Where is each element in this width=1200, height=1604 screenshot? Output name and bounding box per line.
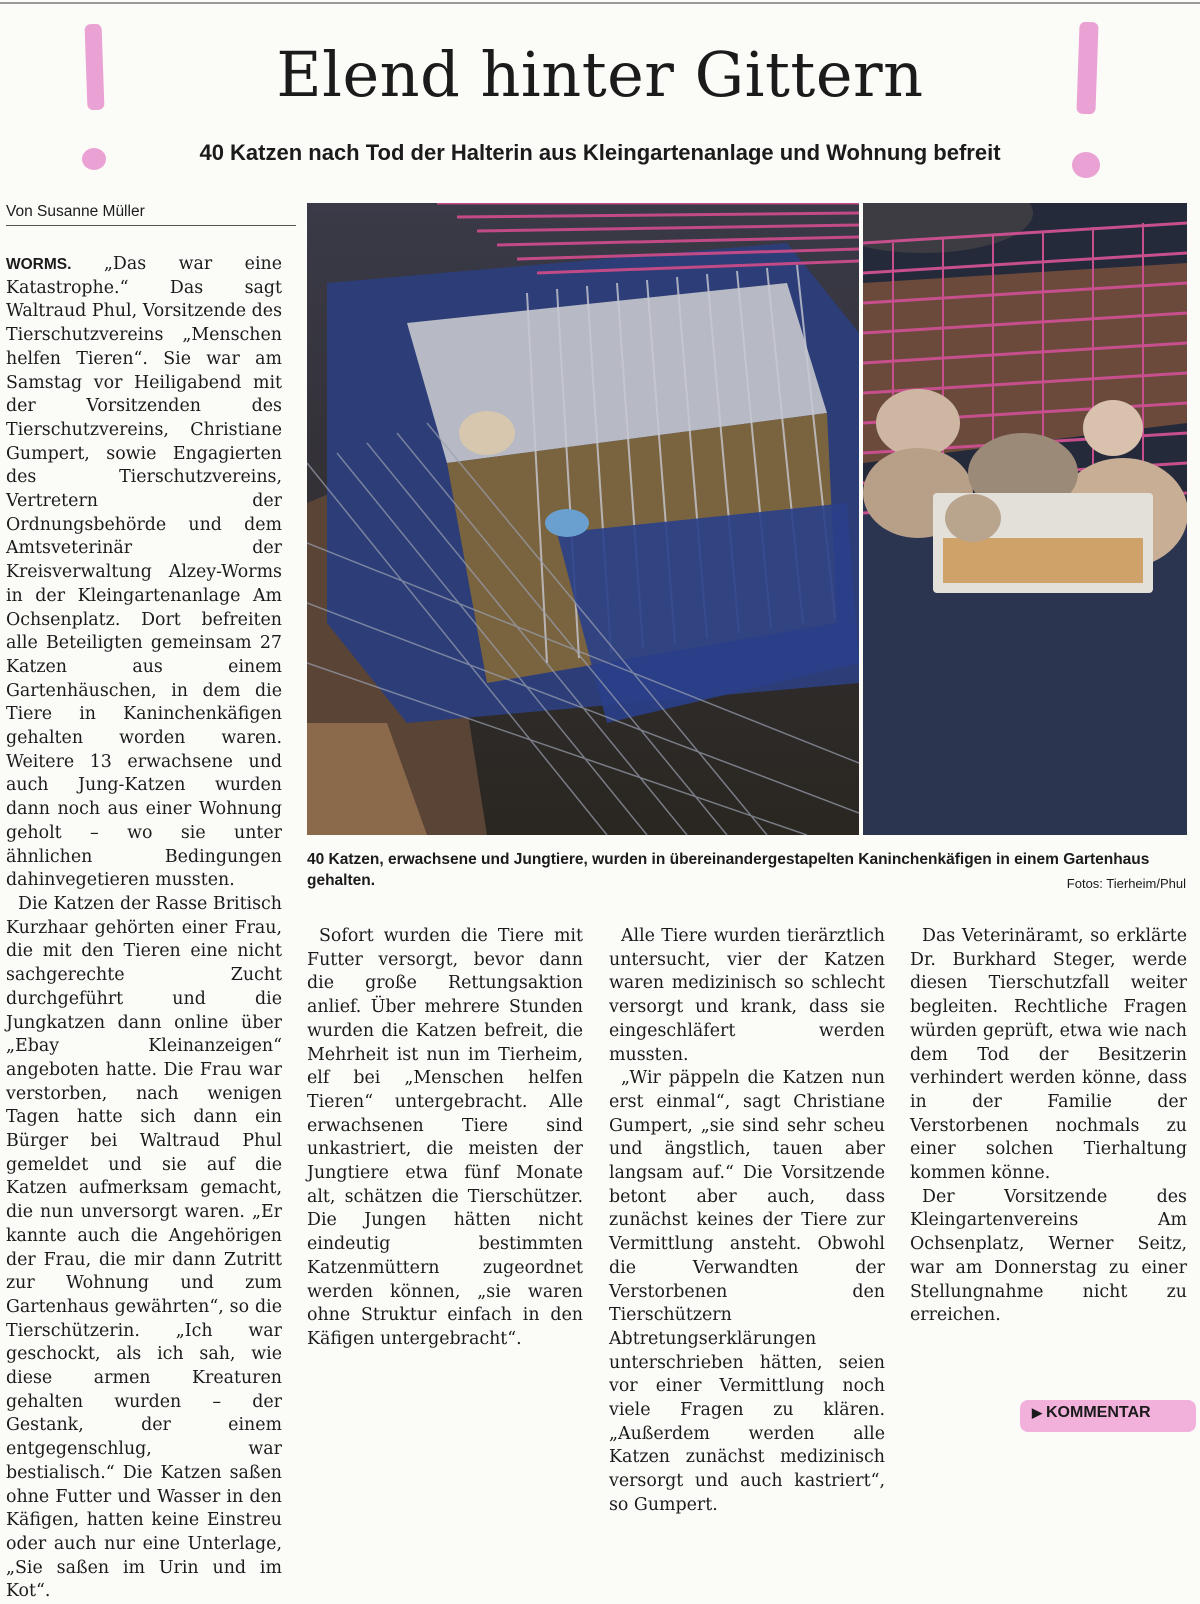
dateline: WORMS. xyxy=(6,256,72,273)
text-column-3 xyxy=(609,925,885,1518)
subheadline: 40 Katzen nach Tod der Halterin aus Kleingartenanlage und Wohnung befreit xyxy=(199,140,1001,165)
headline: Elend hinter Gittern xyxy=(276,38,924,111)
play-arrow-icon: ▶ xyxy=(1032,1405,1042,1420)
photo-caption: 40 Katzen, erwachsene und Jungtiere, wurden in übereinandergestapelten Kaninchenkäfigen in einem Gartenhaus gehalten. xyxy=(307,851,1150,889)
text-column-1 xyxy=(6,253,282,1604)
kommentar-label: KOMMENTAR xyxy=(1046,1404,1151,1421)
paragraph-6: Das Veterinäramt, so erklärte Dr. Burkhard Steger, werde diesen Tierschutzfall weiter begleiten. Rechtliche Fragen würden geprüft, etwa wie nach dem Tod der Besitzerin verhindert werden könne, dass in der Familie der Verstorbenen nochmals zu einer solchen Tierhaltung kommen könne. xyxy=(910,926,1187,1184)
photo-credit: Fotos: Tierheim/Phul xyxy=(1066,876,1186,891)
photo-stacked-cages xyxy=(307,203,859,835)
text-column-2 xyxy=(307,925,583,1352)
paragraph-1: WORMS. „Das war eine Katastrophe.“ Das sagt Waltraud Phul, Vorsitzende des Tierschutzvereins „Menschen helfen Tieren“. Sie war am Samstag vor Heiligabend mit der Vorsitzenden des Tierschutzvereins, Christiane Gumpert, sowie Engagierten des Tierschutzvereins, Vertretern der Ordnungsbehörde und dem Amtsveterinär der Kreisverwaltung Alzey-Worms in der Kleingartenanlage Am Ochsenplatz. Dort befreiten alle Beteiligten gemeinsam 27 Katzen aus einem Gartenhäuschen, in dem die Tiere in Kaninchenkäfigen gehalten worden waren. Weitere 13 erwachsene und auch Jung-Katzen wurden dann noch aus einer Wohnung geholt – wo sie unter ähnlichen Bedingungen dahinvegetieren mussten. xyxy=(6,254,282,891)
paragraph-4: Alle Tiere wurden tierärztlich untersucht, vier der Katzen waren medizinisch so schlecht versorgt und krank, dass sie eingeschläfert werden mussten. xyxy=(609,926,885,1065)
text-column-4 xyxy=(910,925,1187,1328)
paragraph-7: Der Vorsitzende des Kleingartenvereins Am Ochsenplatz, Werner Seitz, war am Donnerstag zu einer Stellungnahme nicht zu erreichen. xyxy=(910,1186,1187,1326)
byline: Von Susanne Müller xyxy=(6,203,296,226)
top-rule xyxy=(0,2,1200,4)
paragraph-2: Die Katzen der Rasse Britisch Kurzhaar gehörten einer Frau, die mit den Tieren eine nicht sachgerechte Zucht durchgeführt und die Jungkatzen dann online über „Ebay Kleinanzeigen“ angeboten hatte. Die Frau war verstorben, nach wenigen Tagen hatte sich dann ein Bürger bei Waltraud Phul gemeldet und sie auf die Katzen aufmerksam gemacht, die nun unversorgt waren. „Er kannte auch die Angehörigen der Frau, die mir dann Zutritt zur Wohnung und zum Gartenhaus gewährten“, so die Tierschützerin. „Ich war geschockt, als ich sah, wie diese armen Kreaturen gehalten wurden – der Gestank, der einem entgegenschlug, war bestialisch.“ Die Katzen saßen ohne Futter und Wasser in den Käfigen, hatten keine Einstreu oder auch nur eine Unterlage, „Sie saßen im Urin und im Kot“. xyxy=(6,893,282,1602)
paragraph-5: „Wir päppeln die Katzen nun erst einmal“, sagt Christiane Gumpert, „sie sind sehr scheu und ängstlich, tauen aber langsam auf.“ Die Vorsitzende betont aber auch, dass zunächst keines der Tiere zur Vermittlung ansteht. Obwohl die Verwandten der Verstorbenen den Tierschützern Abtretungserklärungen unterschrieben hätten, seien vor einer Vermittlung noch viele Fragen zu klären. „Außerdem werden alle Katzen zunächst medizinisch versorgt und auch kastriert“, so Gumpert. xyxy=(609,1068,885,1515)
photo-kittens-in-cage xyxy=(863,203,1187,835)
kommentar-link[interactable] xyxy=(1032,1404,1151,1422)
paragraph-3: Sofort wurden die Tiere mit Futter versorgt, bevor dann die große Rettungsaktion anlief. Über mehrere Stunden wurden die Katzen befreit, die Mehrheit ist nun im Tierheim, elf bei „Menschen helfen Tieren“ untergebracht. Alle erwachsenen Tiere sind unkastriert, die meisten der Jungtiere etwa fünf Monate alt, schätzen die Tierschützer. Die Jungen hätten nicht eindeutig bestimmten Katzenmüttern zugeordnet werden können, „sie waren ohne Struktur einfach in den Käfigen untergebracht“. xyxy=(307,926,583,1349)
